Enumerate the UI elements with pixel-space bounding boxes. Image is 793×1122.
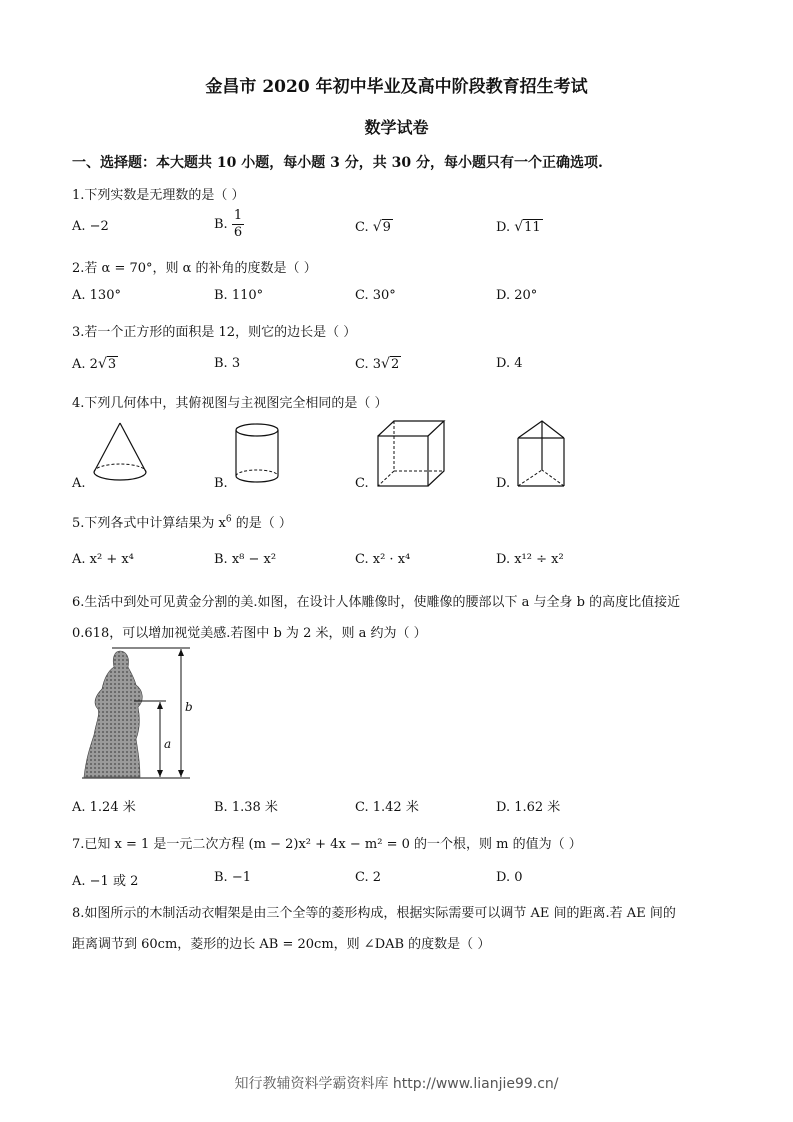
q5-option-a: A. x² + x⁴: [72, 552, 134, 567]
q3-option-c-label: C. 3: [355, 357, 382, 372]
q6-option-b: B. 1.38 米: [214, 800, 278, 815]
q2-option-b: B. 110°: [214, 288, 264, 303]
question-1-stem: 1.下列实数是无理数的是（ ）: [72, 188, 245, 203]
q6-option-d: D. 1.62 米: [496, 800, 561, 815]
q6-option-c: C. 1.42 米: [355, 800, 419, 815]
q1-option-d: [496, 219, 543, 235]
footer-watermark: 知行教辅资料学霸资料库 http://www.lianjie99.cn/: [234, 1076, 559, 1092]
q1-option-d-label: D.: [496, 220, 515, 235]
q1-option-c-label: C.: [355, 220, 373, 235]
question-7-stem: 7.已知 x = 1 是一元二次方程 (m − 2)x² + 4x − m² = 0 的一个根，则 m 的值为（ ）: [72, 837, 582, 852]
q4-option-a: A.: [72, 476, 86, 491]
q7-option-b: B. −1: [214, 870, 251, 885]
question-8-line-1: 8.如图所示的木制活动衣帽架是由三个全等的菱形构成，根据实际需要可以调节 AE 间的距离.若 AE 间的: [72, 906, 676, 921]
q7-option-d: D. 0: [496, 870, 523, 885]
exam-title: 金昌市 2020 年初中毕业及高中阶段教育招生考试: [205, 77, 588, 97]
q2-option-c: C. 30°: [355, 288, 396, 303]
question-2-stem: 2.若 α = 70°，则 α 的补角的度数是（ ）: [72, 261, 317, 276]
q1-option-b: [214, 208, 244, 241]
label-a: a: [164, 737, 172, 751]
q4-option-c: C.: [355, 476, 369, 491]
q7-option-c: C. 2: [355, 870, 382, 885]
radical-icon: √: [381, 356, 390, 372]
q3-option-a-radicand: 3: [107, 357, 117, 372]
question-4-stem: 4.下列几何体中，其俯视图与主视图完全相同的是（ ）: [72, 396, 388, 411]
q5-option-c: C. x² · x⁴: [355, 552, 411, 567]
fraction-numerator: 1: [233, 208, 243, 223]
label-b: b: [185, 700, 193, 714]
fraction-denominator: 6: [233, 225, 243, 240]
q5-stem-text: 5.下列各式中计算结果为 x: [72, 516, 226, 531]
q3-option-a: [72, 356, 118, 372]
section-heading: 一、选择题：本大题共 10 小题，每小题 3 分，共 30 分，每小题只有一个正确选项.: [72, 155, 603, 171]
q5-option-b: B. x⁸ − x²: [214, 552, 277, 567]
q3-option-b: B. 3: [214, 356, 241, 371]
q4-option-b: B.: [214, 476, 228, 491]
triangular-prism-icon: [512, 418, 568, 490]
q6-option-a: A. 1.24 米: [72, 800, 136, 815]
q3-option-c: [355, 356, 401, 372]
q1-option-b-label: B.: [214, 217, 228, 232]
q1-option-c: [355, 219, 393, 235]
cube-icon: [372, 418, 448, 490]
question-5-stem: [72, 512, 292, 531]
radical-icon: √: [97, 356, 107, 372]
q2-option-a: A. 130°: [72, 288, 121, 303]
q7-option-a: A. −1 或 2: [72, 874, 139, 889]
fraction-one-sixth: [232, 208, 244, 241]
q5-option-d: D. x¹² ÷ x²: [496, 552, 564, 567]
cylinder-icon: [230, 420, 286, 490]
q5-stem-text-end: 的是（ ）: [231, 516, 292, 531]
q2-option-d: D. 20°: [496, 288, 538, 303]
question-6-line-1: 6.生活中到处可见黄金分割的美.如图，在设计人体雕像时，使雕像的腰部以下 a 与全身 b 的高度比值接近: [72, 595, 681, 610]
cone-icon: [88, 420, 152, 490]
q1-option-c-radicand: 9: [382, 220, 391, 235]
question-6-line-2: 0.618，可以增加视觉美感.若图中 b 为 2 米，则 a 约为（ ）: [72, 626, 427, 641]
statue-silhouette: [84, 651, 142, 777]
q3-option-d: D. 4: [496, 356, 523, 371]
q3-option-c-radicand: 2: [390, 357, 400, 372]
question-8-line-2: 距离调节到 60cm，菱形的边长 AB = 20cm，则 ∠DAB 的度数是（ ）: [72, 937, 491, 952]
radical-icon: √: [372, 219, 382, 235]
radical-icon: √: [514, 219, 524, 235]
question-3-stem: 3.若一个正方形的面积是 12，则它的边长是（ ）: [72, 325, 357, 340]
q1-option-d-radicand: 11: [524, 220, 541, 235]
q5-stem-exponent: 6: [225, 514, 232, 525]
q4-option-d: D.: [496, 476, 511, 491]
statue-figure: [78, 643, 198, 785]
q1-option-a: A. −2: [72, 219, 109, 234]
q3-option-a-label: A. 2: [72, 357, 98, 372]
exam-subtitle: 数学试卷: [364, 118, 429, 137]
